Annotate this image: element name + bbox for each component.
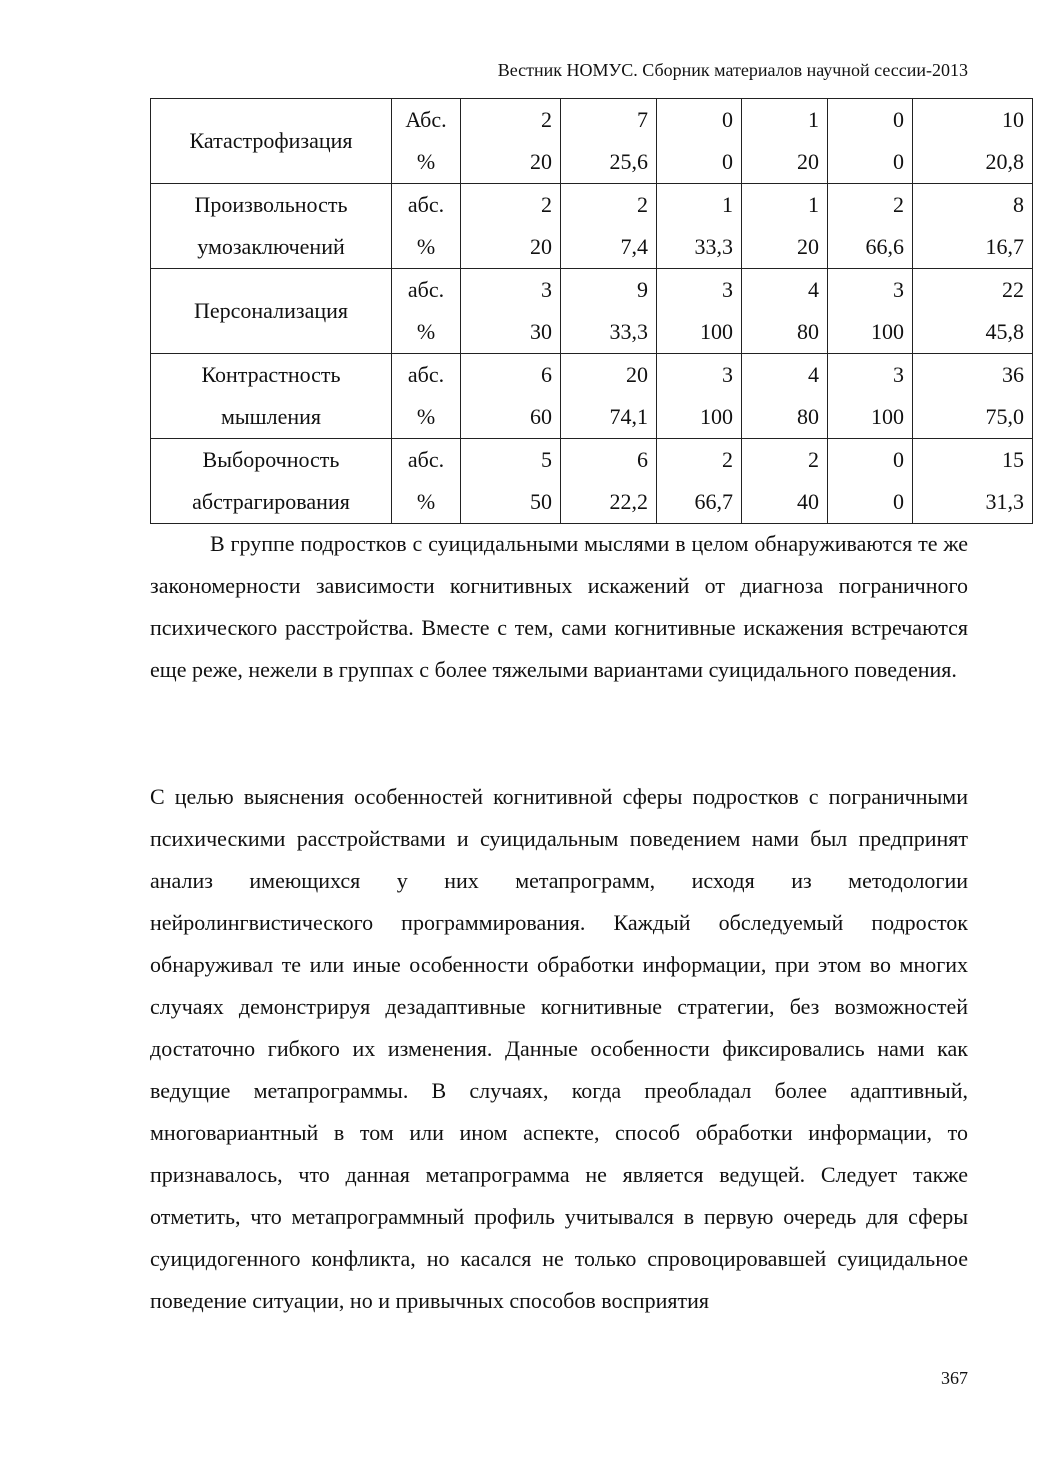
table-cell: 3: [461, 269, 561, 312]
table-row: [151, 354, 1033, 397]
table-cell: 7: [561, 99, 657, 142]
table-cell: 66,6: [828, 226, 913, 269]
table-cell: 0: [828, 141, 913, 184]
table-row: [151, 481, 1033, 524]
table-cell: 36: [913, 354, 1033, 397]
table-cell: 33,3: [657, 226, 742, 269]
table-cell: 2: [742, 439, 828, 482]
table-cell: 9: [561, 269, 657, 312]
table-cell: 5: [461, 439, 561, 482]
unit-percent: %: [392, 226, 461, 269]
table-body: [151, 99, 1033, 524]
table-cell: 2: [461, 99, 561, 142]
table-cell: 4: [742, 269, 828, 312]
table-cell: 0: [828, 99, 913, 142]
unit-abs: абс.: [392, 439, 461, 482]
table-cell: 2: [828, 184, 913, 227]
unit-abs: абс.: [392, 184, 461, 227]
unit-percent: %: [392, 141, 461, 184]
table-cell: 0: [828, 439, 913, 482]
table-cell: 80: [742, 311, 828, 354]
table-cell: 22,2: [561, 481, 657, 524]
row-label-line: Произвольность: [151, 184, 392, 227]
table-cell: 4: [742, 354, 828, 397]
table-cell: 20: [461, 141, 561, 184]
table-cell: 20: [561, 354, 657, 397]
unit-percent: %: [392, 481, 461, 524]
row-label-line: мышления: [151, 396, 392, 439]
table-cell: 25,6: [561, 141, 657, 184]
table-cell: 100: [657, 311, 742, 354]
table-row: [151, 184, 1033, 227]
table-cell: 74,1: [561, 396, 657, 439]
row-label-line: Выборочность: [151, 439, 392, 482]
table-cell: 3: [657, 269, 742, 312]
table-cell: 100: [828, 311, 913, 354]
table-cell: 20: [742, 141, 828, 184]
table-cell: 30: [461, 311, 561, 354]
cognitive-distortions-table: [150, 98, 1033, 524]
unit-abs: абс.: [392, 269, 461, 312]
table-cell: 80: [742, 396, 828, 439]
table-row: [151, 439, 1033, 482]
table-cell: 3: [828, 269, 913, 312]
table-cell: 100: [657, 396, 742, 439]
table-cell: 45,8: [913, 311, 1033, 354]
table-cell: 10: [913, 99, 1033, 142]
table-cell: 2: [461, 184, 561, 227]
table-cell: 20: [742, 226, 828, 269]
table-cell: 0: [657, 141, 742, 184]
table-cell: 1: [742, 99, 828, 142]
row-label-line: Контрастность: [151, 354, 392, 397]
table-cell: 16,7: [913, 226, 1033, 269]
table-cell: 6: [461, 354, 561, 397]
table-cell: 60: [461, 396, 561, 439]
table-cell: 2: [561, 184, 657, 227]
table-cell: 40: [742, 481, 828, 524]
table-cell: 20,8: [913, 141, 1033, 184]
table-cell: 66,7: [657, 481, 742, 524]
unit-percent: %: [392, 396, 461, 439]
table-cell: 33,3: [561, 311, 657, 354]
unit-abs: абс.: [392, 354, 461, 397]
paragraph-metaprograms: С целью выяснения особенностей когнитивной сферы подростков с пограничными психическими расстройствами и суицидальным поведением нами был предпринят анализ имеющихся у них метапрограмм, исходя из методологии нейролингвистического программирования. Каждый обследуемый подросток обнаруживал те или иные особенности обработки информации, при этом во многих случаях демонстрируя дезадаптивные когнитивные стратегии, без возможностей достаточно гибкого их изменения. Данные особенности фиксировались нами как ведущие метапрограммы. В случаях, когда преобладал более адаптивный, многовариантный в том или ином аспекте, способ обработки информации, то признавалось, что данная метапрограмма не является ведущей. Следует также отметить, что метапрограммный профиль учитывался в первую очередь для сферы суицидогенного конфликта, но касался не только спровоцировавшей суицидальное поведение ситуации, но и привычных способов восприятия: [150, 784, 968, 1313]
table-cell: 1: [657, 184, 742, 227]
paragraph-suicidal-thoughts: В группе подростков с суицидальными мыслями в целом обнаруживаются те же закономерности зависимости когнитивных искажений от диагноза пограничного психического расстройства. Вместе с тем, сами когнитивные искажения встречаются еще реже, нежели в группах с более тяжелыми вариантами суицидального поведения.: [150, 531, 968, 682]
table-cell: 7,4: [561, 226, 657, 269]
table-row: [151, 226, 1033, 269]
table-cell: 15: [913, 439, 1033, 482]
row-label-line: абстрагирования: [151, 481, 392, 524]
table-cell: 75,0: [913, 396, 1033, 439]
table-cell: 50: [461, 481, 561, 524]
table-cell: 0: [657, 99, 742, 142]
table-cell: 8: [913, 184, 1033, 227]
table-row: [151, 396, 1033, 439]
table-cell: 2: [657, 439, 742, 482]
table-cell: 31,3: [913, 481, 1033, 524]
table-cell: 22: [913, 269, 1033, 312]
page-number: 367: [941, 1368, 968, 1388]
table-row: [151, 269, 1033, 312]
row-label: Катастрофизация: [151, 99, 392, 184]
table-cell: 6: [561, 439, 657, 482]
table-cell: 1: [742, 184, 828, 227]
unit-percent: %: [392, 311, 461, 354]
table-cell: 100: [828, 396, 913, 439]
table-cell: 3: [657, 354, 742, 397]
row-label: Персонализация: [151, 269, 392, 354]
table-cell: 3: [828, 354, 913, 397]
unit-abs: Абс.: [392, 99, 461, 142]
table-cell: 0: [828, 481, 913, 524]
row-label-line: умозаключений: [151, 226, 392, 269]
table-cell: 20: [461, 226, 561, 269]
table-row: [151, 99, 1033, 142]
running-header: Вестник НОМУС. Сборник материалов научной сессии-2013: [497, 60, 968, 80]
